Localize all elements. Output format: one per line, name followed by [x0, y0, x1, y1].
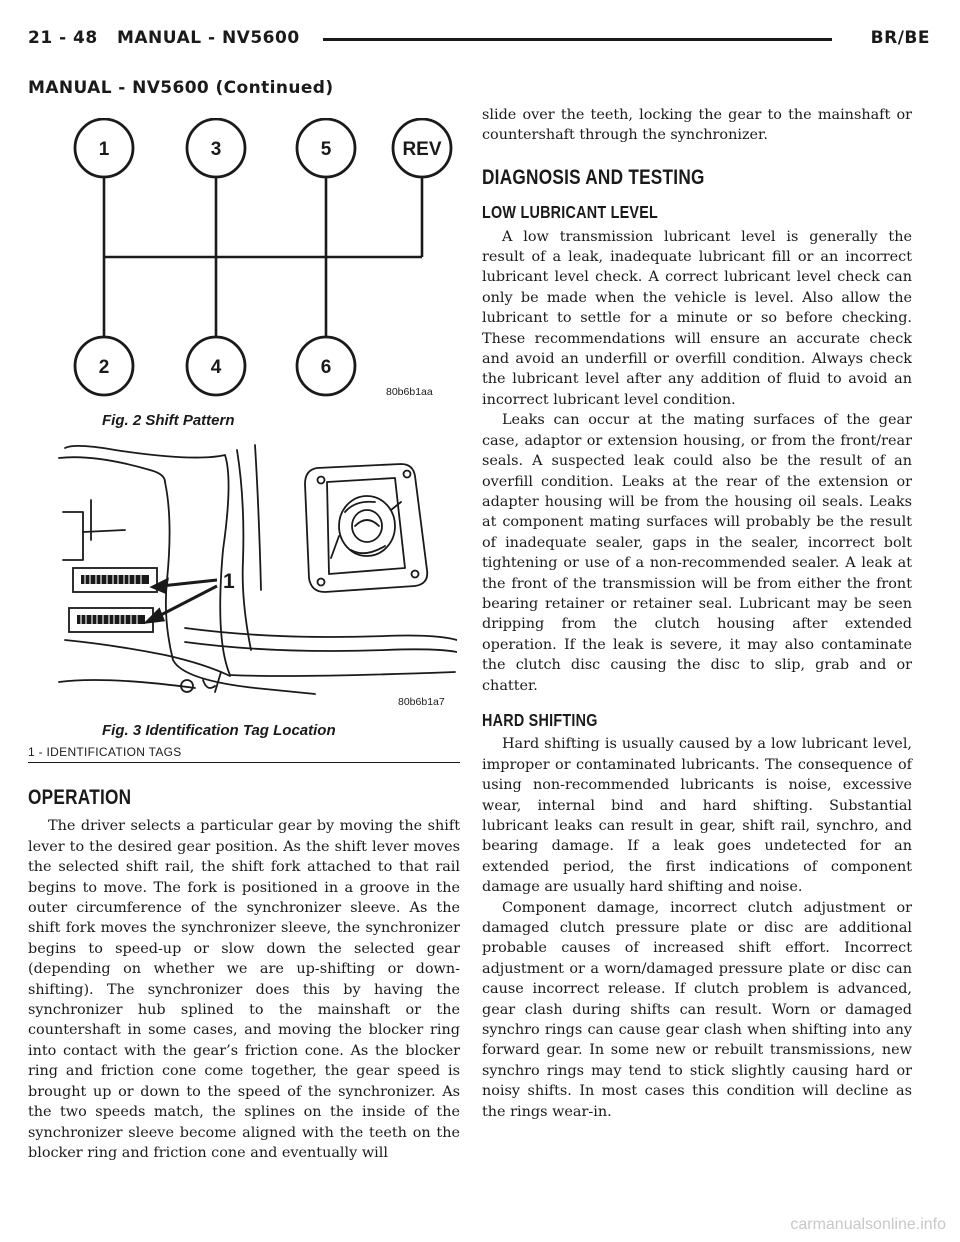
left-column-text	[28, 788, 460, 1163]
gear-4-label: 4	[210, 357, 222, 378]
fig3-callout-number: 1	[223, 570, 235, 593]
fig3-code: 80b6b1a7	[398, 696, 445, 708]
gear-rev-label: REV	[402, 139, 442, 160]
low-lubricant-paragraph-1: A low transmission lubricant level is generally the result of a leak, inadequate lubricant fill or an incorrect lubricant level check. A correct lubricant level check can only be made when the vehicle is level. Also allow the lubricant to settle for a minute or so before checking. These recommendations will ensure an accurate check and avoid an underfill or overfill condition. Always check the lubricant level after any addition of fluid to avoid an incorrect lubricant level condition.	[482, 228, 912, 408]
diagnosis-heading: DIAGNOSIS AND TESTING	[482, 165, 705, 189]
page-header	[28, 22, 930, 52]
fig3-caption: Fig. 3 Identification Tag Location	[102, 722, 336, 739]
hard-shifting-paragraph-2: Component damage, incorrect clutch adjustment or damaged clutch pressure plate or disc are additional probable causes of increased shift effort. Incorrect adjustment or a worn/damaged pressure plate or disc can cause incorrect release. If clutch problem is advanced, gear clash during shifts can result. Worn or damaged synchro rings can cause gear clash when shifting into any forward gear. In some new or rebuilt transmissions, new synchro rings may tend to stick slightly causing hard or noisy shifts. In most cases this condition will decline as the rings wear-in.	[482, 899, 912, 1120]
fig2-code: 80b6b1aa	[386, 386, 433, 398]
watermark[interactable]: carmanualsonline.info	[790, 1216, 946, 1233]
identification-tag-illustration	[55, 440, 457, 702]
hard-shifting-paragraph-1: Hard shifting is usually caused by a low lubricant level, improper or contaminated lubricants. The consequence of using non-recommended lubricants is noise, excessive wear, internal bind and hard shifting. Substantial lubricant leaks can result in gear, shift rail, synchro, and bearing damage. If a leak goes undetected for an extended period, the first indications of component damage are usually hard shifting and noise.	[482, 736, 912, 896]
shift-pattern-diagram	[70, 118, 460, 403]
page-number-section: 21 - 48 MANUAL - NV5600	[28, 28, 300, 48]
low-lubricant-paragraph-2: Leaks can occur at the mating surfaces of the gear case, adaptor or extension housing, or from the front/rear seals. A suspected leak could also be the result of an overfill condition. Leaks at the rear of the extension or adapter housing will be from the housing oil seals. Leaks at component mating surfaces will probably be the result of inadequate sealer, gaps in the sealer, incorrect bolt tightening or use of a non-recommended sealer. A leak at the front of the transmission will be from either the front bearing retainer or retainer seal. Lubricant may be seen dripping from the clutch housing after extended operation. If the leak is severe, it may also contaminate the clutch disc causing the disc to slip, grab and or chatter.	[482, 412, 912, 694]
model-code: BR/BE	[870, 28, 930, 48]
low-lubricant-heading: LOW LUBRICANT LEVEL	[482, 202, 659, 223]
gear-6-label: 6	[320, 357, 332, 378]
right-column-text	[482, 105, 912, 1122]
header-rule	[323, 38, 832, 41]
gear-3-label: 3	[210, 139, 222, 160]
gear-1-label: 1	[98, 139, 110, 160]
operation-heading: OPERATION	[28, 786, 132, 809]
gear-2-label: 2	[98, 357, 110, 378]
operation-paragraph: The driver selects a particular gear by moving the shift lever to the desired gear position. As the shift lever moves the selected shift rail, the shift fork attached to that rail begins to move. The fork is positioned in a groove in the outer circumference of the synchronizer sleeve. As the shift fork moves the synchronizer sleeve, the synchronizer begins to speed-up or slow down the selected gear (depending on whether we are up-shifting or down-shifting). The synchronizer does this by having the synchronizer hub splined to the mainshaft or the countershaft in some cases, and moving the blocker ring into contact with the gear’s friction cone. As the blocker ring and friction cone come together, the gear speed is brought up or down to the speed of the synchronizer. As the two speeds match, the splines on the inside of the synchronizer sleeve become aligned with the teeth on the blocker ring and friction cone and eventually will	[28, 818, 460, 1161]
gear-5-label: 5	[320, 139, 332, 160]
operation-continuation: slide over the teeth, locking the gear to the mainshaft or countershaft through the synchronizer.	[482, 107, 912, 144]
fig2-caption: Fig. 2 Shift Pattern	[102, 412, 235, 429]
continued-title: MANUAL - NV5600 (Continued)	[28, 78, 334, 98]
id-tag-group	[69, 568, 157, 632]
hard-shifting-heading: HARD SHIFTING	[482, 709, 598, 730]
fig3-legend: 1 - IDENTIFICATION TAGS	[28, 745, 182, 759]
fig3-legend-rule	[28, 762, 460, 763]
